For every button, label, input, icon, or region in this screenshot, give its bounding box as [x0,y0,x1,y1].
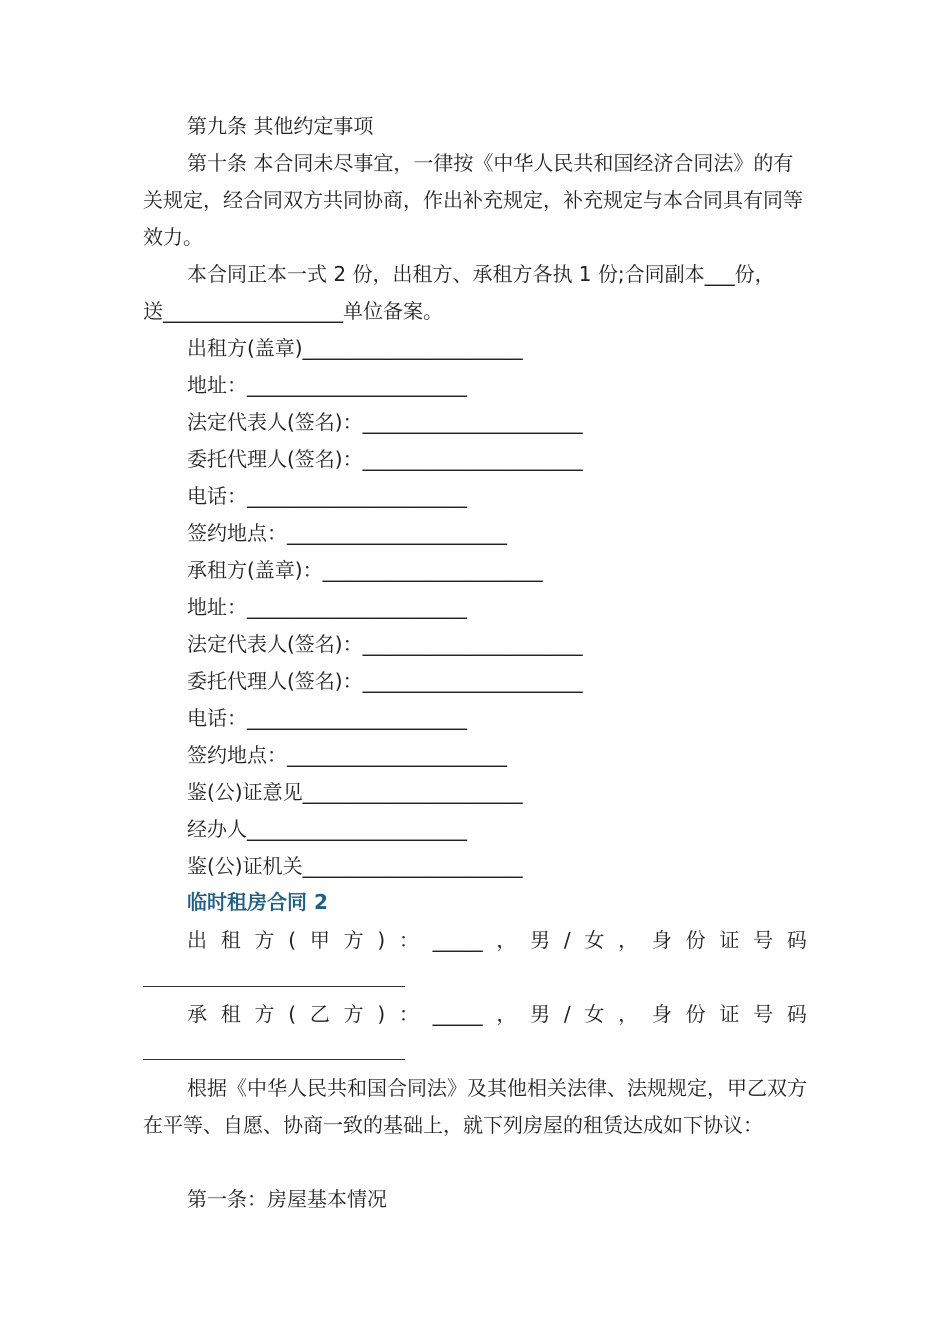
party-b-char: ， [618,1002,639,1026]
party-a-char: ) [377,928,386,952]
party-b-char: ， [496,1002,517,1026]
copies-line-1: 本合同正本一式 2 份，出租方、承租方各执 1 份;合同副本___份， [187,262,775,286]
party-b-char: ： [398,1002,419,1026]
party-a-char: 女 [584,928,605,952]
party-b-char: 方 [254,1002,275,1026]
lessee-legal-rep: 法定代表人(签名)：______________________ [187,632,583,656]
party-b-blank: _____ [432,1002,483,1026]
lessee-signing-place: 签约地点：______________________ [187,743,507,767]
party-a-char: ( [288,928,297,952]
party-a-char: ， [496,928,517,952]
party-b-char: ( [288,1002,297,1026]
party-a-char: 码 [786,928,807,952]
party-a-char: 男 [530,928,551,952]
party-b-char: 方 [343,1002,364,1026]
lessor-legal-rep: 法定代表人(签名)：______________________ [187,410,583,434]
party-a-char: 号 [753,928,774,952]
party-b-char: 女 [584,1002,605,1026]
party-a-id-blank [143,986,405,987]
party-b-char: ) [377,1002,386,1026]
lessor-phone: 电话：______________________ [187,484,467,508]
party-a-char: 证 [719,928,740,952]
copies-line-2: 送__________________单位备案。 [143,299,443,323]
party-a-char: 出 [187,928,207,952]
lessor-address: 地址：______________________ [187,373,467,397]
party-b-char: 租 [220,1002,241,1026]
party-b-char: 号 [753,1002,774,1026]
party-a-char: 方 [343,928,364,952]
party-a-char: / [563,928,571,952]
lessee-seal: 承租方(盖章)：______________________ [187,558,543,582]
article-1: 第一条：房屋基本情况 [187,1187,387,1211]
party-b-char: 码 [786,1002,807,1026]
party-a-char: ： [398,928,419,952]
notary-office: 鉴(公)证机关______________________ [187,854,523,878]
party-a-line [187,922,807,959]
party-b-id-blank [143,1059,405,1060]
lessee-address: 地址：______________________ [187,595,467,619]
party-b-char: 身 [651,1002,672,1026]
handler: 经办人______________________ [187,817,467,841]
lessee-agent: 委托代理人(签名)：______________________ [187,669,583,693]
party-b-char: / [563,1002,571,1026]
party-b-char: 承 [187,1002,207,1026]
article-9: 第九条 其他约定事项 [187,114,374,138]
party-a-char: 份 [685,928,706,952]
lessor-agent: 委托代理人(签名)：______________________ [187,447,583,471]
lessor-signing-place: 签约地点：______________________ [187,521,507,545]
party-a-char: 方 [254,928,275,952]
party-b-char: 证 [719,1002,740,1026]
party-b-line [187,996,807,1033]
party-a-char: 甲 [309,928,330,952]
section-heading: 临时租房合同 2 [187,890,328,914]
party-a-char: ， [618,928,639,952]
party-a-blank: _____ [432,928,483,952]
lessor-seal: 出租方(盖章)______________________ [187,336,523,360]
lessee-phone: 电话：______________________ [187,706,467,730]
party-b-char: 乙 [309,1002,330,1026]
party-a-char: 租 [220,928,241,952]
party-b-char: 男 [530,1002,551,1026]
preamble: 根据《中华人民共和国合同法》及其他相关法律、法规规定，甲乙双方在平等、自愿、协商一致的基础上，就下列房屋的租赁达成如下协议： [143,1076,807,1137]
party-b-char: 份 [685,1002,706,1026]
party-a-char: 身 [651,928,672,952]
article-10: 第十条 本合同未尽事宜，一律按《中华人民共和国经济合同法》的有关规定，经合同双方共同协商，作出补充规定，补充规定与本合同具有同等效力。 [143,151,803,249]
notary-opinion: 鉴(公)证意见______________________ [187,780,523,804]
